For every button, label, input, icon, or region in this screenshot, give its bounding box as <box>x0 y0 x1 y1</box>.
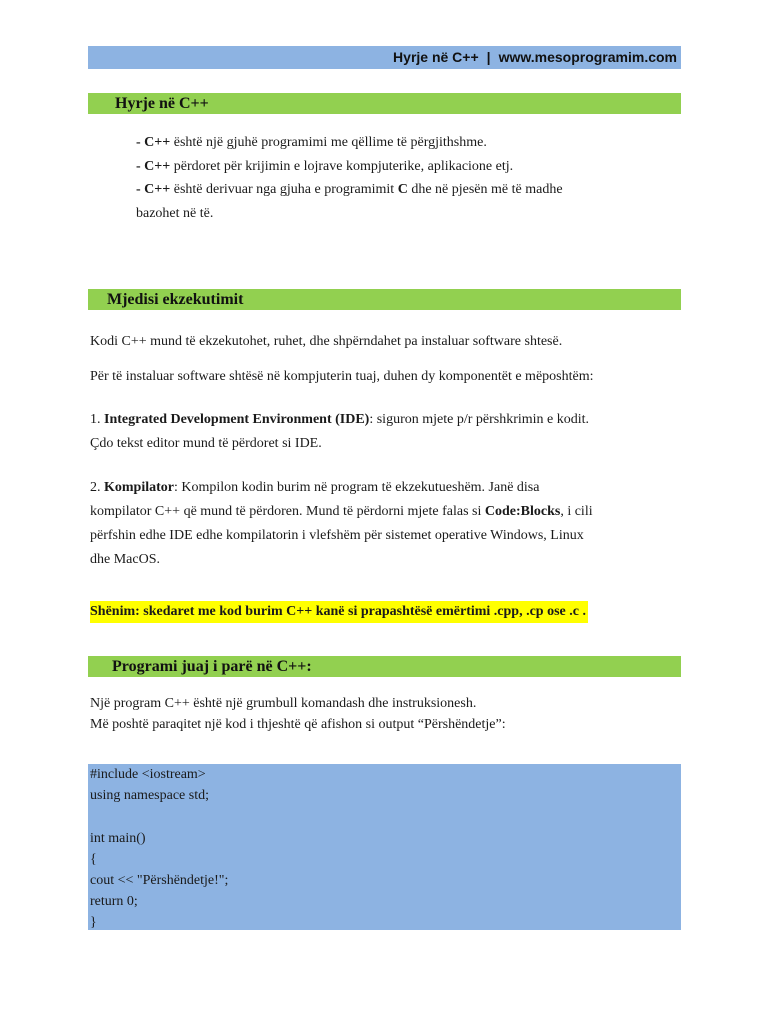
code-line: cout << "Përshëndetje!"; <box>90 873 229 888</box>
paragraph: Kodi C++ mund të ekzekutohet, ruhet, dhe shpërndahet pa instaluar software shtesë. <box>90 334 563 349</box>
item-text: përfshin edhe IDE edhe kompilatorin i vlefshëm për sistemet operative Windows, Linux <box>90 528 584 543</box>
item-text: kompilator C++ që mund të përdoren. Mund të përdorni mjete falas si <box>90 504 485 519</box>
header-title: Hyrje në C++ <box>393 49 479 65</box>
code-line: { <box>90 851 97 867</box>
item-text: , i cili <box>560 504 593 519</box>
list-item-continuation: bazohet në të. <box>136 205 214 221</box>
list-item <box>136 131 563 155</box>
header-separator: | <box>486 49 491 65</box>
list-item <box>136 178 563 202</box>
bullet-dash: - <box>136 158 145 174</box>
first-program-intro <box>90 693 506 735</box>
bullet-dash: - <box>136 135 145 150</box>
item-term: Kompilator <box>104 480 174 495</box>
list-item <box>136 155 563 179</box>
bullet-keyword: C++ <box>144 135 171 150</box>
header-site-link[interactable]: www.mesoprogramim.com <box>498 49 677 65</box>
code-line: using namespace std; <box>90 788 209 804</box>
code-block <box>88 764 681 930</box>
ide-item <box>90 408 589 456</box>
paragraph: Një program C++ është një grumbull komandash dhe instruksionesh. <box>90 696 477 711</box>
paragraph: Më poshtë paraqitet një kod i thjeshtë që afishon si output “Përshëndetje”: <box>90 717 506 732</box>
paragraph: Për të instaluar software shtësë në kompjuterin tuaj, duhen dy komponentët e mëposhtëm: <box>90 369 594 384</box>
code-line: int main() <box>90 830 146 846</box>
item-term: Integrated Development Environment (IDE) <box>104 412 370 427</box>
bullet-text: përdoret për krijimin e lojrave kompjuterike, aplikacione etj. <box>170 158 514 174</box>
section-heading-first-program: Programi juaj i parë në C++: <box>88 656 681 677</box>
note-highlight: Shënim: skedaret me kod burim C++ kanë si prapashtësë emërtimi .cpp, .cp ose .c . <box>90 601 588 623</box>
item-number: 2. <box>90 480 104 495</box>
code-line: } <box>90 915 97 931</box>
code-blank-line <box>90 806 681 827</box>
item-text: dhe MacOS. <box>90 552 160 567</box>
code-line: #include <iostream> <box>90 767 206 782</box>
bullet-dash: - <box>136 182 145 197</box>
bullet-text: është një gjuhë programimi me qëllime të përgjithshme. <box>170 135 487 150</box>
compiler-item <box>90 476 593 572</box>
bullet-keyword: C++ <box>144 158 171 174</box>
code-line: return 0; <box>90 894 138 910</box>
section-heading-intro: Hyrje në C++ <box>88 93 681 114</box>
bullet-keyword: C++ <box>144 182 171 197</box>
item-text: : Kompilon kodin burim në program të ekzekutueshëm. Janë disa <box>174 480 540 495</box>
bullet-text: dhe në pjesën më të madhe <box>407 182 563 197</box>
item-term: Code:Blocks <box>484 504 561 519</box>
section-heading-environment: Mjedisi ekzekutimit <box>88 289 681 310</box>
item-text: Çdo tekst editor mund të përdoret si IDE. <box>90 436 322 451</box>
page-header <box>88 46 681 69</box>
item-text: : siguron mjete p/r përshkrimin e kodit. <box>369 412 590 427</box>
bullet-text: është derivuar nga gjuha e programimit <box>170 182 398 197</box>
item-number: 1. <box>90 412 104 427</box>
bullet-keyword: C <box>397 182 408 197</box>
intro-bullet-list <box>136 131 563 225</box>
